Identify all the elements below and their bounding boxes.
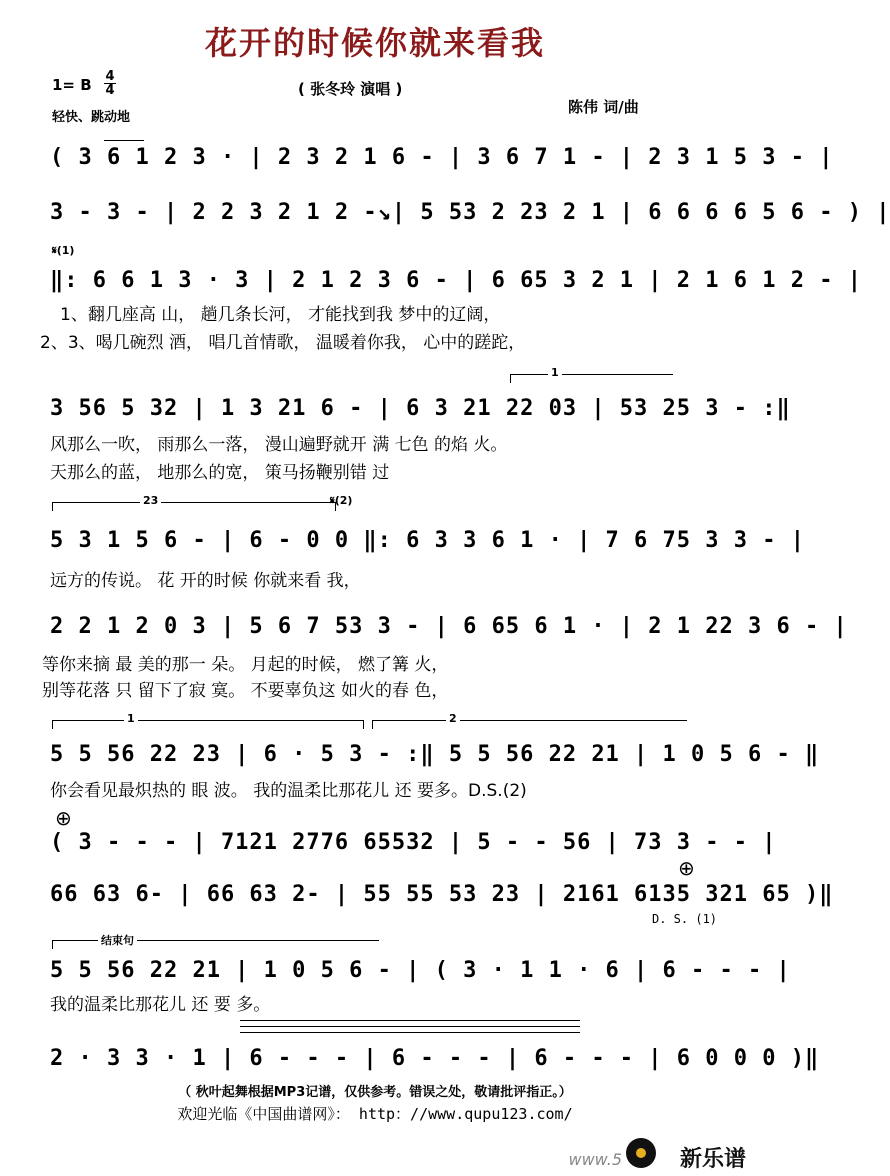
volta-label-2: 2	[446, 712, 460, 725]
lyric-row-4-verse-1: 风那么一吹， 雨那么一落， 漫山遍野就开 满 七色 的焰 火。	[50, 435, 508, 455]
time-sig-bottom: 4	[105, 83, 115, 98]
score-row-5: 5 3 1 5 6 - | 6 - 0 0 ‖: 6 3 3 6 1 · | 7 6 75 3 3 - |	[50, 528, 805, 553]
lyric-row-4-verse-2: 天那么的蓝， 地那么的宽， 策马扬鞭别错 过	[50, 463, 390, 483]
lyric-row-3-verse-1: 1、翻几座高 山， 趟几条长河， 才能找到我 梦中的辽阔，	[60, 305, 501, 325]
volta-label-1a: 1	[548, 366, 562, 379]
key-text: 1= B	[52, 76, 92, 94]
site-credit: 欢迎光临《中国曲谱网》： http：//www.qupu123.com/	[177, 1105, 573, 1123]
watermark-brand: 新乐谱	[679, 1147, 746, 1172]
coda-icon: ⊕	[55, 806, 72, 830]
score-row-9: 66 63 6- | 66 63 2- | 55 55 53 23 | 2161 6135 321 65 )‖	[50, 882, 834, 907]
lyric-row-7-verse-1: 你会看见最炽热的 眼 波。 我的温柔比那花儿 还 要多。D.S.(2)	[50, 781, 527, 801]
score-row-4: 3 56 5 32 | 1 3 21 6 - | 6 3 21 22 03 | 53 25 3 - :‖	[50, 396, 791, 421]
volta-label-1b: 1	[124, 712, 138, 725]
score-row-6: 2 2 1 2 0 3 | 5 6 7 53 3 - | 6 65 6 1 · | 2 1 22 3 6 - |	[50, 614, 848, 639]
score-row-8: ( 3 - - - | 7121 2776 65532 | 5 - - 56 | 73 3 - - |	[50, 830, 777, 855]
ds-1-marker: D. S. (1)	[652, 912, 718, 926]
score-row-11: 2 · 3 3 · 1 | 6 - - - | 6 - - - | 6 - - - | 6 0 0 0 )‖	[50, 1046, 820, 1071]
volta-label-23: 23	[140, 494, 161, 507]
watermark-url: www.5	[568, 1150, 622, 1169]
coda-icon-end: ⊕	[678, 856, 695, 880]
volta-bracket-1b	[52, 720, 364, 729]
transcriber-note: （ 秋叶起舞根据MP3记谱，仅供参考。错误之处，敬请批评指正。）	[178, 1085, 572, 1100]
ending-label: 结束句	[98, 932, 137, 948]
tie-line-2	[240, 1026, 580, 1027]
score-row-10: 5 5 56 22 21 | 1 0 5 6 - | ( 3 · 1 1 · 6 | 6 - - - |	[50, 958, 791, 983]
song-title: 花开的时候你就来看我	[204, 24, 545, 62]
volta-bracket-1a	[510, 374, 673, 383]
lyric-row-10-verse-1: 我的温柔比那花儿 还 要 多。	[50, 995, 271, 1015]
volta-bracket-2	[372, 720, 687, 729]
score-row-1: ( 3 6 1 2 3 · | 2 3 2 1 6 - | 3 6 7 1 - | 2 3 1 5 3 - |	[50, 145, 834, 170]
composer-credit: 陈伟 词/曲	[568, 98, 639, 116]
score-row-3: ‖: 6 6 1 3 · 3 | 2 1 2 3 6 - | 6 65 3 2 1 | 2 1 6 1 2 - |	[50, 268, 862, 293]
score-row-7: 5 5 56 22 23 | 6 · 5 3 - :‖ 5 5 56 22 21 | 1 0 5 6 - ‖	[50, 742, 820, 767]
segno-mark-2: 𝄋(2)	[330, 494, 353, 507]
score-row-2: 3 - 3 - | 2 2 3 2 1 2 -↘| 5 53 2 23 2 1 | 6 6 6 6 5 6 - ) |	[50, 200, 890, 225]
lyric-row-6-verse-1: 等你来摘 最 美的那一 朵。 月起的时候， 燃了篝 火，	[42, 655, 449, 675]
time-sig-top: 4	[105, 69, 115, 84]
lyric-row-5-verse-1: 远方的传说。 花 开的时候 你就来看 我，	[50, 571, 361, 591]
tempo-marking: 轻快、跳动地	[52, 110, 131, 125]
tie-line-1	[240, 1020, 580, 1021]
singer-credit: ( 张冬玲 演唱 )	[298, 80, 403, 98]
volta-bracket-23	[52, 502, 336, 511]
segno-mark-1: 𝄋(1)	[52, 244, 75, 257]
time-signature	[104, 70, 116, 97]
key-signature	[52, 76, 92, 94]
lyric-row-3-verse-2: 2、3、喝几碗烈 酒， 唱几首情歌， 温暖着你我， 心中的蹉跎，	[40, 333, 526, 353]
lyric-row-6-verse-2: 别等花落 只 留下了寂 寞。 不要辜负这 如火的春 色，	[42, 681, 449, 701]
tie-line-3	[240, 1032, 580, 1033]
record-logo-icon	[626, 1138, 656, 1168]
